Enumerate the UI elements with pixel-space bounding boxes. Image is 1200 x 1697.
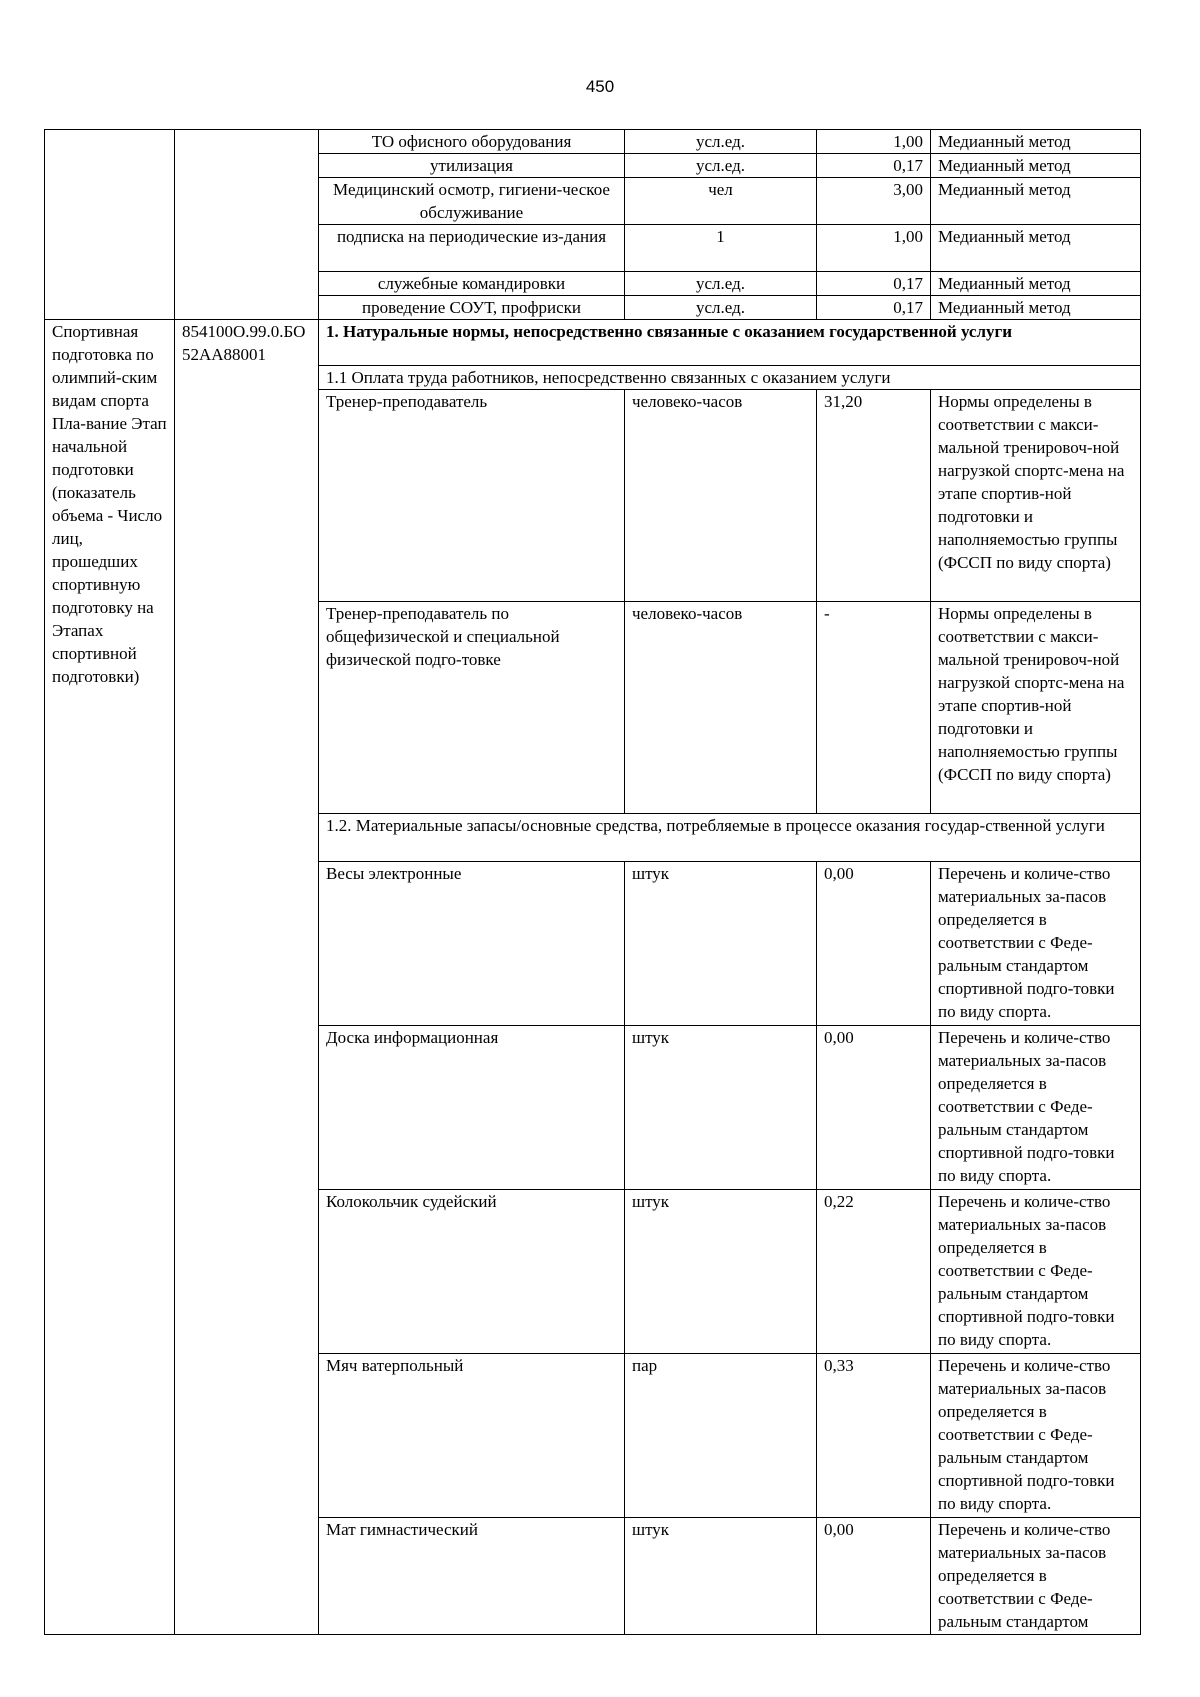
cost-item-unit: усл.ед. — [625, 130, 817, 154]
cost-item-name: утилизация — [319, 154, 625, 178]
cost-item-value: 0,17 — [817, 296, 931, 320]
norm-item-unit: человеко-часов — [625, 390, 817, 602]
material-item-value: 0,00 — [817, 1518, 931, 1635]
cost-item-name: ТО офисного оборудования — [319, 130, 625, 154]
norm-item-unit: человеко-часов — [625, 602, 817, 814]
table-row — [45, 320, 1141, 366]
service-code: 854100О.99.0.БО52АА88001 — [175, 320, 319, 1635]
norm-item-name: Тренер-преподаватель — [319, 390, 625, 602]
cost-item-method: Медианный метод — [931, 154, 1141, 178]
cost-item-name: подписка на периодические из-дания — [319, 225, 625, 272]
material-item-note: Перечень и количе-ство материальных за-пасов определяется в соответствии с Феде-ральным стандартом спортивной подго-товки по виду спорта. — [931, 1026, 1141, 1190]
cost-item-value: 0,17 — [817, 154, 931, 178]
cost-item-name: Медицинский осмотр, гигиени-ческое обслуживание — [319, 178, 625, 225]
material-item-unit: штук — [625, 1190, 817, 1354]
norm-item-value: - — [817, 602, 931, 814]
cost-item-value: 0,17 — [817, 272, 931, 296]
cost-item-method: Медианный метод — [931, 272, 1141, 296]
cost-item-value: 1,00 — [817, 225, 931, 272]
cost-item-method: Медианный метод — [931, 130, 1141, 154]
material-item-name: Мат гимнастический — [319, 1518, 625, 1635]
norms-table — [44, 129, 1141, 1635]
material-item-unit: штук — [625, 1518, 817, 1635]
norm-item-name: Тренер-преподаватель по общефизической и специальной физической подго-товке — [319, 602, 625, 814]
norm-item-note: Нормы определены в соответствии с макси-мальной тренировоч-ной нагрузкой спортс-мена на этапе спортив-ной подготовки и наполняемостью группы (ФССП по виду спорта) — [931, 390, 1141, 602]
subsection-heading: 1.1 Оплата труда работников, непосредственно связанных с оказанием услуги — [319, 366, 1141, 390]
cost-item-method: Медианный метод — [931, 296, 1141, 320]
material-item-value: 0,00 — [817, 862, 931, 1026]
table-row — [45, 130, 1141, 154]
material-item-name: Колокольчик судейский — [319, 1190, 625, 1354]
service-name: Спортивная подготовка по олимпий-ским видам спорта Пла-вание Этап начальной подготовки (показатель объема - Число лиц, прошедших спортивную подготовку на Этапах спортивной подготовки) — [45, 320, 175, 1635]
subsection-heading: 1.2. Материальные запасы/основные средства, потребляемые в процессе оказания государ-ственной услуги — [319, 814, 1141, 862]
material-item-note: Перечень и количе-ство материальных за-пасов определяется в соответствии с Феде-ральным стандартом спортивной подго-товки по виду спорта. — [931, 1190, 1141, 1354]
material-item-unit: пар — [625, 1354, 817, 1518]
material-item-value: 0,33 — [817, 1354, 931, 1518]
material-item-unit: штук — [625, 862, 817, 1026]
material-item-unit: штук — [625, 1026, 817, 1190]
material-item-name: Мяч ватерпольный — [319, 1354, 625, 1518]
cost-item-method: Медианный метод — [931, 178, 1141, 225]
material-item-note: Перечень и количе-ство материальных за-пасов определяется в соответствии с Феде-ральным стандартом спортивной подго-товки по виду спорта. — [931, 1354, 1141, 1518]
material-item-note: Перечень и количе-ство материальных за-пасов определяется в соответствии с Феде-ральным стандартом — [931, 1518, 1141, 1635]
cost-item-unit: усл.ед. — [625, 154, 817, 178]
cost-item-value: 1,00 — [817, 130, 931, 154]
cost-item-unit: 1 — [625, 225, 817, 272]
cost-item-name: служебные командировки — [319, 272, 625, 296]
page-number: 450 — [585, 77, 615, 96]
cost-item-name: проведение СОУТ, профриски — [319, 296, 625, 320]
section-heading: 1. Натуральные нормы, непосредственно связанные с оказанием государственной услуги — [319, 320, 1141, 366]
cost-item-unit: чел — [625, 178, 817, 225]
cost-item-method: Медианный метод — [931, 225, 1141, 272]
material-item-value: 0,00 — [817, 1026, 931, 1190]
norm-item-note: Нормы определены в соответствии с макси-мальной тренировоч-ной нагрузкой спортс-мена на этапе спортив-ной подготовки и наполняемостью группы (ФССП по виду спорта) — [931, 602, 1141, 814]
cost-item-value: 3,00 — [817, 178, 931, 225]
service-code-cell-empty — [175, 130, 319, 320]
material-item-note: Перечень и количе-ство материальных за-пасов определяется в соответствии с Феде-ральным стандартом спортивной подго-товки по виду спорта. — [931, 862, 1141, 1026]
material-item-value: 0,22 — [817, 1190, 931, 1354]
material-item-name: Весы электронные — [319, 862, 625, 1026]
material-item-name: Доска информационная — [319, 1026, 625, 1190]
norm-item-value: 31,20 — [817, 390, 931, 602]
cost-item-unit: усл.ед. — [625, 272, 817, 296]
cost-item-unit: усл.ед. — [625, 296, 817, 320]
service-name-cell-empty — [45, 130, 175, 320]
